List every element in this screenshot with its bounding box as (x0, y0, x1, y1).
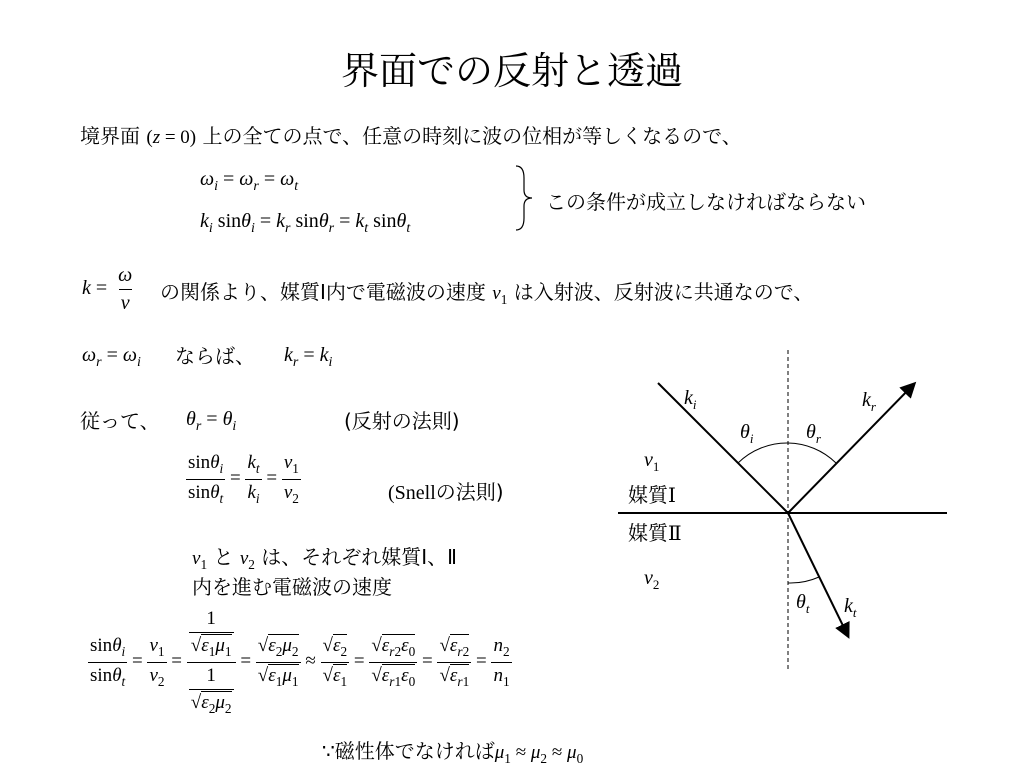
label-kt: $k_t$ (844, 595, 857, 620)
reflection-law-equation: $\theta_r = \theta_i$ (186, 408, 237, 434)
reflection-refraction-diagram (600, 340, 980, 680)
speed-common-line (160, 276, 813, 308)
wavenumber-relation: k = $\frac{\omega}{v}$ (82, 264, 133, 314)
k-r-equals-k-i: $k_r = k_i$ (284, 344, 333, 370)
if-text: ならば、 (175, 344, 255, 368)
impedance-ratio-equation: $\frac{\sin\theta_i}{\sin\theta_t}$ = $\frac{v_1}{v_2}$ = $\frac{\frac{1}{√\varepsilon_1\mu_1}}{\frac{1}{√\varepsilon_2\mu_2}}$ = $\frac{√\varepsilon_2\mu_2}{√\varepsilon_1\mu_1}$ ≈ $\frac{√\varepsilon_2}{√\varepsilon_1}$ = $\frac{√\varepsilon_{r2}\varepsilon_0}{√\varepsilon_{r1}\varepsilon_0}$ = $\frac{√\varepsilon_{r2}}{√\varepsilon_{r1}}$ = $\frac{n_2}{n_1}$ (90, 608, 510, 716)
note-and: と (213, 545, 234, 569)
speed-text-b: は入射波、反射波に共通なので、 (513, 280, 814, 304)
speed-var-v1: $v_1$ (492, 283, 508, 307)
snell-law-equation: $\frac{\sin\theta_i}{\sin\theta_t}$ = $\frac{k_t}{k_i}$ = $\frac{v_1}{v_2}$ (188, 452, 299, 506)
omega-r-equals-omega-i: $\omega_r = \omega_i$ (82, 344, 141, 370)
nonmagnetic-condition (322, 735, 583, 767)
refraction-arc (788, 577, 819, 583)
label-kr: $k_r$ (862, 389, 876, 414)
velocity-note-line1 (192, 541, 457, 573)
reflected-ray (788, 384, 914, 513)
snell-label-prefix: (Snell (388, 482, 436, 504)
label-medium1: 媒質Ⅰ (628, 485, 676, 507)
label-v2: $v_2$ (644, 567, 660, 592)
speed-text-a: の関係より、媒質Ⅰ内で電磁波の速度 (160, 280, 486, 304)
boundary-condition-line (80, 120, 742, 149)
label-theta-i: $\theta_i$ (740, 421, 754, 446)
right-brace (512, 162, 536, 234)
reflection-law-label: (反射の法則) (344, 409, 460, 433)
snell-law-label (388, 476, 504, 505)
transmitted-ray (788, 513, 848, 636)
phase-match-equation: $k_i$ $\sin\theta_i = k_r$ $\sin\theta_r = k_t$ sinθ$_t$ (200, 210, 411, 236)
note-v2: $v_2$ (239, 548, 255, 572)
page-title: 界面での反射と透過 (340, 49, 683, 93)
label-v1: $v_1$ (644, 449, 660, 474)
boundary-condition: (z = 0) (146, 127, 197, 148)
label-theta-r: $\theta_r$ (806, 421, 821, 446)
condition-note: この条件が成立しなければならない (546, 190, 866, 214)
because-text: ∵磁性体でなければ (322, 739, 495, 763)
note-rest: は、それぞれ媒質Ⅰ、Ⅱ (261, 545, 458, 569)
snell-label-suffix: の法則) (435, 480, 504, 504)
therefore-text: 従って、 (80, 409, 160, 433)
label-medium2: 媒質Ⅱ (628, 523, 682, 545)
label-ki: $k_i$ (684, 387, 697, 412)
velocity-note-line2: 内を進む電磁波の速度 (192, 575, 392, 599)
omega-equality: $\omega_i = \omega_r = \omega_t$ (200, 168, 299, 194)
incident-ray (658, 383, 788, 513)
mu-relation: $\mu_1 \approx \mu_2 \approx \mu_0$ (494, 742, 584, 766)
boundary-prefix: 境界面 (80, 124, 140, 148)
boundary-suffix: 上の全ての点で、任意の時刻に波の位相が等しくなるので、 (202, 124, 742, 148)
label-theta-t: $\theta_t$ (796, 591, 810, 616)
note-v1: $v_1$ (192, 548, 208, 572)
